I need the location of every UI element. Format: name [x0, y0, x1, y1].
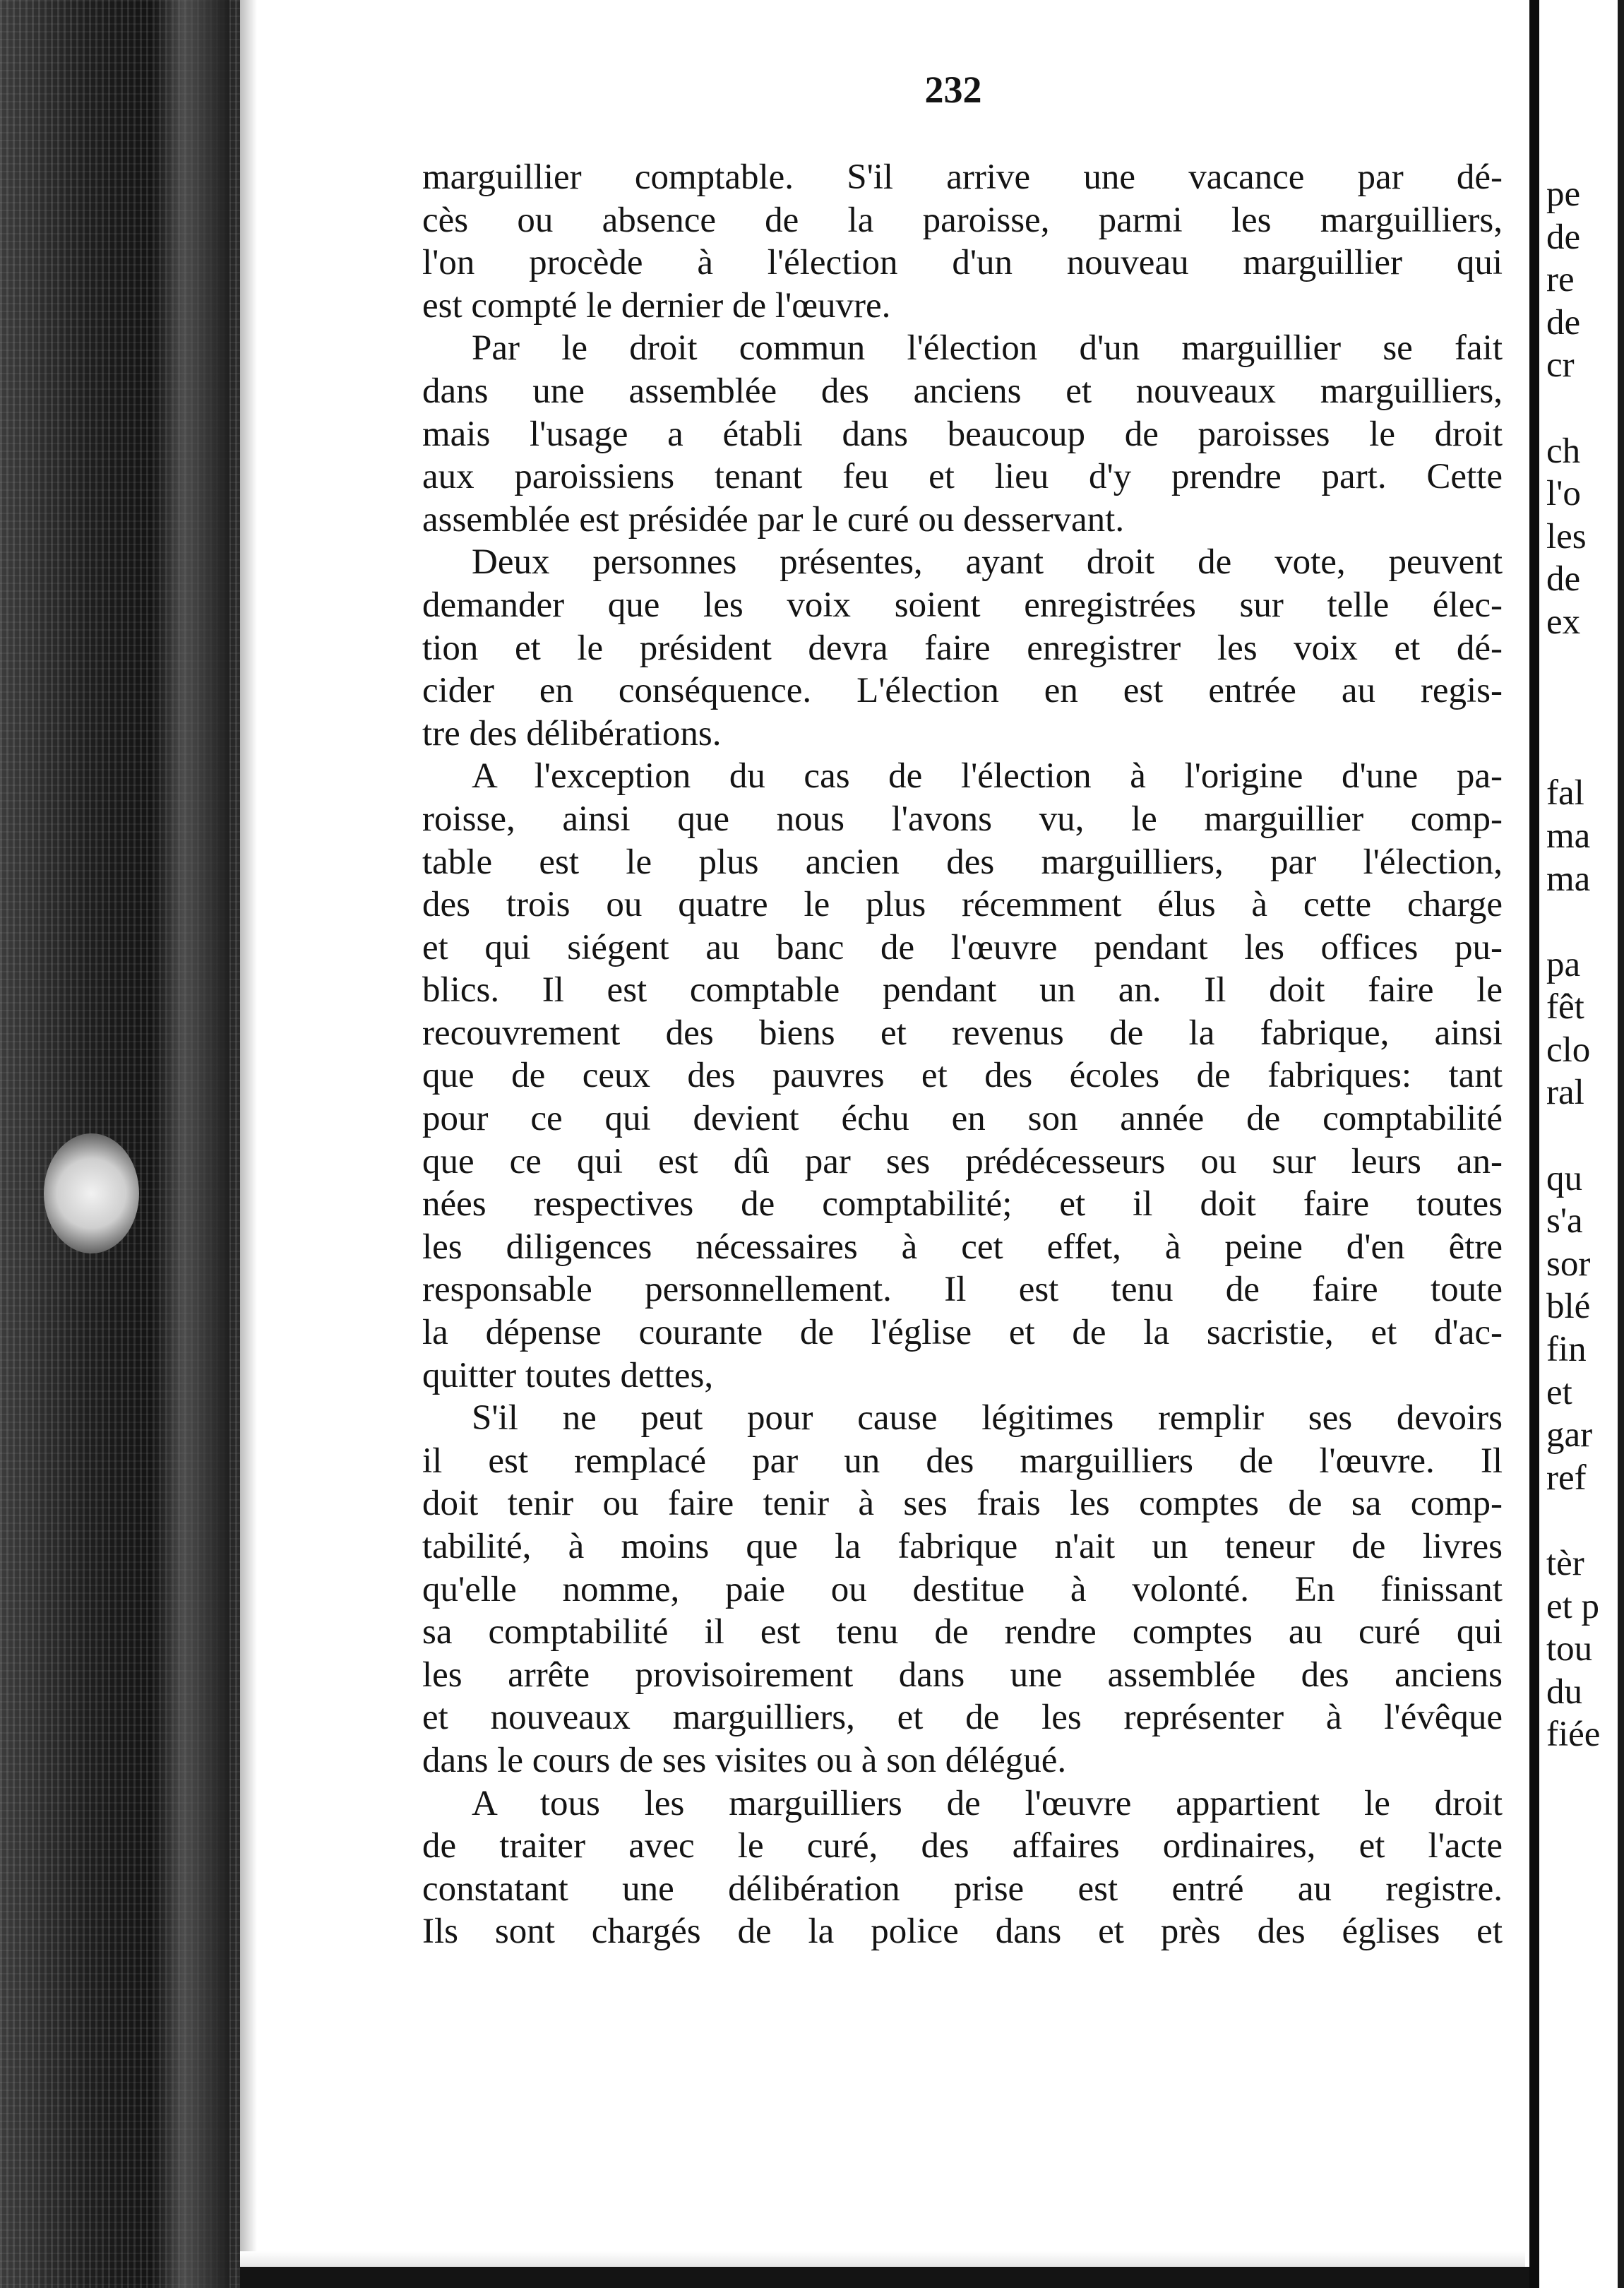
text-line: roisse, ainsi que nous l'avons vu, le marguillier comp-	[422, 799, 1503, 839]
facing-page-fragment: l'o	[1546, 474, 1581, 514]
text-line: aux paroissiens tenant feu et lieu d'y prendre part. Cette	[422, 457, 1503, 497]
facing-page-fragment: pa	[1546, 944, 1581, 984]
facing-page-fragment: de	[1546, 217, 1581, 257]
text-line: blics. Il est comptable pendant un an. Il doit faire le	[422, 970, 1503, 1011]
text-line: assemblée est présidée par le curé ou desservant.	[422, 499, 1125, 540]
text-line: recouvrement des biens et revenus de la fabrique, ainsi	[422, 1013, 1503, 1053]
facing-page-fragment: gar	[1546, 1415, 1593, 1455]
text-line: marguillier comptable. S'il arrive une vacance par dé-	[422, 157, 1503, 197]
facing-page-fragment: du	[1546, 1672, 1582, 1712]
text-line: et qui siégent au banc de l'œuvre pendant les offices pu-	[422, 927, 1503, 967]
text-line: responsable personnellement. Il est tenu de faire toute	[422, 1270, 1503, 1310]
scan-bottom-border	[240, 2267, 1529, 2288]
text-line: quitter toutes dettes,	[422, 1355, 714, 1395]
page-number: 232	[924, 68, 982, 111]
text-line: l'on procède à l'élection d'un nouveau marguillier qui	[422, 243, 1503, 283]
text-line: que ce qui est dû par ses prédécesseurs ou sur leurs an-	[422, 1141, 1503, 1181]
facing-page-fragment: tèr	[1546, 1544, 1584, 1583]
facing-page-fragment: fêt	[1546, 987, 1584, 1027]
text-line: tion et le président devra faire enregistrer les voix et dé-	[422, 628, 1503, 668]
text-line: constatant une délibération prise est entré au registre.	[422, 1869, 1503, 1909]
facing-page-fragment: ma	[1546, 816, 1591, 856]
facing-page-fragment: fin	[1546, 1330, 1587, 1370]
facing-page-fragment: re	[1546, 260, 1575, 300]
text-line: dans le cours de ses visites ou à son délégué.	[422, 1740, 1067, 1780]
text-line: dans une assemblée des anciens et nouveaux marguilliers,	[422, 371, 1503, 411]
text-line: table est le plus ancien des marguilliers, par l'élection,	[422, 842, 1503, 882]
text-line: des trois ou quatre le plus récemment élus à cette charge	[422, 885, 1503, 925]
facing-page-fragment	[1546, 387, 1617, 430]
text-line: il est remplacé par un des marguilliers de l'œuvre. Il	[422, 1441, 1503, 1481]
facing-page-fragment: sor	[1546, 1244, 1591, 1284]
facing-page-fragment: de	[1546, 302, 1581, 342]
text-line: les arrête provisoirement dans une assemblée des anciens	[422, 1655, 1503, 1695]
text-line: est compté le dernier de l'œuvre.	[422, 285, 891, 326]
facing-page-fragment: cr	[1546, 345, 1575, 386]
facing-page-fragment: fiée	[1546, 1715, 1601, 1755]
facing-page-fragment	[1546, 1499, 1617, 1542]
text-line: cider en conséquence. L'élection en est entrée au regis-	[422, 671, 1503, 711]
text-line: doit tenir ou faire tenir à ses frais les comptes de sa comp-	[422, 1484, 1503, 1524]
scan-blemish	[44, 1133, 139, 1253]
facing-page-fragment: ch	[1546, 431, 1581, 471]
facing-page-fragment	[1546, 1114, 1617, 1157]
facing-page-fragment: ral	[1546, 1073, 1584, 1113]
text-line: de traiter avec le curé, des affaires ordinaires, et l'acte	[422, 1826, 1503, 1866]
body-text	[422, 156, 1503, 1953]
facing-page-fragment: pe	[1546, 174, 1581, 214]
text-line: Deux personnes présentes, ayant droit de vote, peuvent	[472, 542, 1503, 583]
text-line: mais l'usage a établi dans beaucoup de paroisses le droit	[422, 414, 1503, 454]
text-line: tre des délibérations.	[422, 713, 722, 753]
binding-shadow	[152, 0, 229, 2288]
facing-page-fragment: ref	[1546, 1458, 1587, 1498]
facing-page-fragment: tou	[1546, 1629, 1593, 1669]
facing-page-fragment: et p	[1546, 1586, 1600, 1626]
text-line: A tous les marguilliers de l'œuvre appartient le droit	[472, 1783, 1503, 1823]
text-line: Ils sont chargés de la police dans et près des églises et	[422, 1912, 1503, 1952]
text-line: cès ou absence de la paroisse, parmi les marguilliers,	[422, 200, 1503, 240]
page-divider	[1529, 0, 1539, 2288]
text-line: les diligences nécessaires à cet effet, à peine d'en être	[422, 1227, 1503, 1267]
facing-page-fragment: ma	[1546, 859, 1591, 899]
facing-page-fragment	[1546, 686, 1617, 729]
facing-page-fragments	[1546, 173, 1617, 1756]
text-line: nées respectives de comptabilité; et il doit faire toutes	[422, 1184, 1503, 1225]
facing-page-fragment: de	[1546, 559, 1581, 600]
scan-right-border	[1618, 0, 1624, 2288]
facing-page-fragment: clo	[1546, 1030, 1591, 1070]
facing-page-fragment: s'a	[1546, 1201, 1583, 1241]
facing-page-fragment	[1546, 900, 1617, 943]
facing-page-fragment	[1546, 729, 1617, 773]
text-line: pour ce qui devient échu en son année de comptabilité	[422, 1099, 1503, 1139]
text-line: Par le droit commun l'élection d'un marguillier se fait	[472, 328, 1503, 369]
page-edge-shadow	[240, 0, 257, 2288]
text-line: A l'exception du cas de l'élection à l'origine d'une pa-	[472, 756, 1503, 797]
facing-page-fragment: blé	[1546, 1287, 1591, 1327]
facing-page-fragment: qu	[1546, 1158, 1582, 1198]
facing-page-fragment: les	[1546, 516, 1587, 556]
text-line: sa comptabilité il est tenu de rendre comptes au curé qui	[422, 1612, 1503, 1652]
text-line: qu'elle nomme, paie ou destitue à volonté. En finissant	[422, 1569, 1503, 1609]
text-line: que de ceux des pauvres et des écoles de fabriques: tant	[422, 1056, 1503, 1096]
text-line: demander que les voix soient enregistrées sur telle élec-	[422, 585, 1503, 625]
facing-page-fragment	[1546, 644, 1617, 687]
text-line: et nouveaux marguilliers, et de les représenter à l'évêque	[422, 1698, 1503, 1738]
text-line: tabilité, à moins que la fabrique n'ait un teneur de livres	[422, 1527, 1503, 1566]
facing-page-fragment: et	[1546, 1372, 1572, 1412]
facing-page-fragment: fal	[1546, 773, 1584, 814]
facing-page-fragment: ex	[1546, 602, 1581, 642]
text-line: S'il ne peut pour cause légitimes remplir ses devoirs	[472, 1398, 1503, 1438]
text-line: la dépense courante de l'église et de la sacristie, et d'ac-	[422, 1313, 1503, 1353]
